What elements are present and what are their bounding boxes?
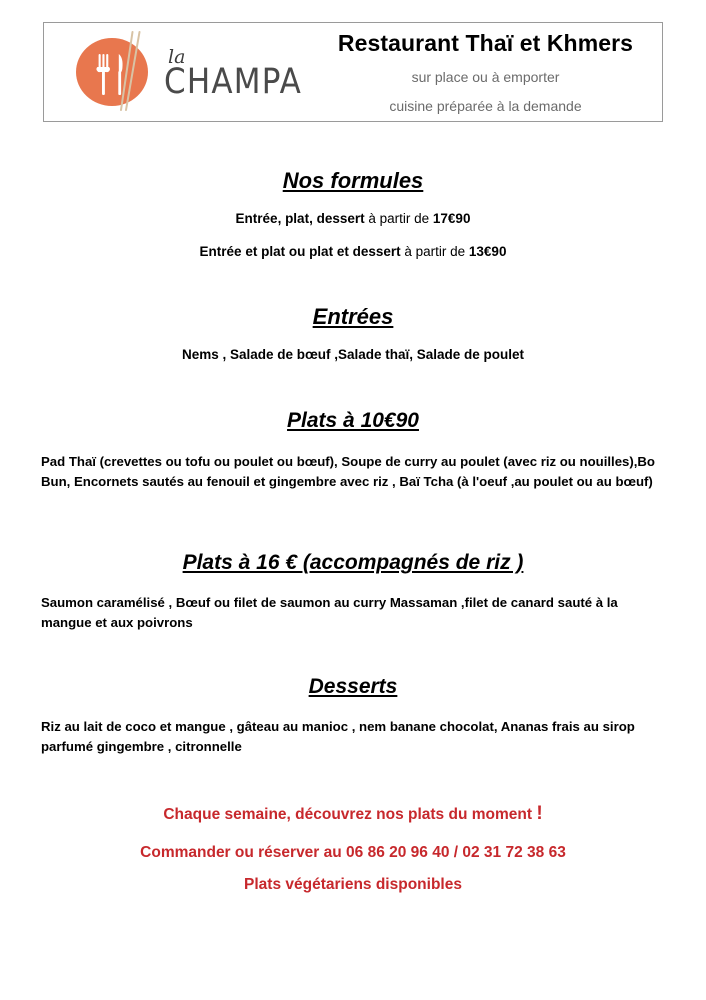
footer-exclamation: ! <box>536 803 543 824</box>
formule-2-label: Entrée et plat ou plat et dessert <box>199 244 401 259</box>
plats-16-items: Saumon caramélisé , Bœuf ou filet de saumon au curry Massaman ,filet de canard sauté à la mangue et aux poivrons <box>41 595 618 630</box>
section-heading-desserts: Desserts <box>308 675 398 698</box>
brand-wordmark <box>164 46 303 102</box>
section-heading-plats-10: Plats à 10€90 <box>287 409 419 432</box>
restaurant-title: Restaurant Thaï et Khmers <box>337 30 634 56</box>
header-banner <box>43 22 663 122</box>
header-subtitle-service: sur place ou à emporter <box>411 69 560 85</box>
brand-la-text: la <box>168 46 186 68</box>
section-heading-entrees: Entrées <box>312 304 394 329</box>
desserts-items: Riz au lait de coco et mangue , gâteau au manioc , nem banane chocolat, Ananas frais au sirop parfumé gingembre , citronnelle <box>41 719 635 754</box>
plate-fork-knife-chopsticks-icon <box>68 26 160 118</box>
formule-line-1 <box>0 211 706 226</box>
section-heading-formules: Nos formules <box>282 168 424 193</box>
entrees-items: Nems , Salade de bœuf ,Salade thaï, Salade de poulet <box>181 347 525 362</box>
formule-line-2 <box>0 244 706 259</box>
brand-logo-area <box>44 23 309 121</box>
header-text-block <box>309 23 662 121</box>
brand-champa-text: CHAMPA <box>164 61 303 102</box>
plats-10-items: Pad Thaï (crevettes ou tofu ou poulet ou bœuf), Soupe de curry au poulet (avec riz ou nouilles),Bo Bun, Encornets sautés au fenouil et gingembre avec riz , Baï Tcha (à l'oeuf ,au poulet ou au bœuf) <box>41 454 655 489</box>
formule-1-connector: à partir de <box>364 211 433 226</box>
footer-phone-numbers: Commander ou réserver au 06 86 20 96 40 / 02 31 72 38 63 <box>140 844 566 861</box>
footer-weekly-special <box>0 803 706 824</box>
formule-2-price: 13€90 <box>468 244 507 259</box>
formule-2-connector: à partir de <box>400 244 469 259</box>
header-subtitle-preparation: cuisine préparée à la demande <box>389 98 582 114</box>
footer-vegetarian-note: Plats végétariens disponibles <box>244 876 462 893</box>
formule-1-label: Entrée, plat, dessert <box>235 211 365 226</box>
footer-weekly-special-text: Chaque semaine, découvrez nos plats du moment <box>163 806 537 823</box>
formule-1-price: 17€90 <box>432 211 471 226</box>
section-heading-plats-16: Plats à 16 € (accompagnés de riz ) <box>182 551 524 574</box>
